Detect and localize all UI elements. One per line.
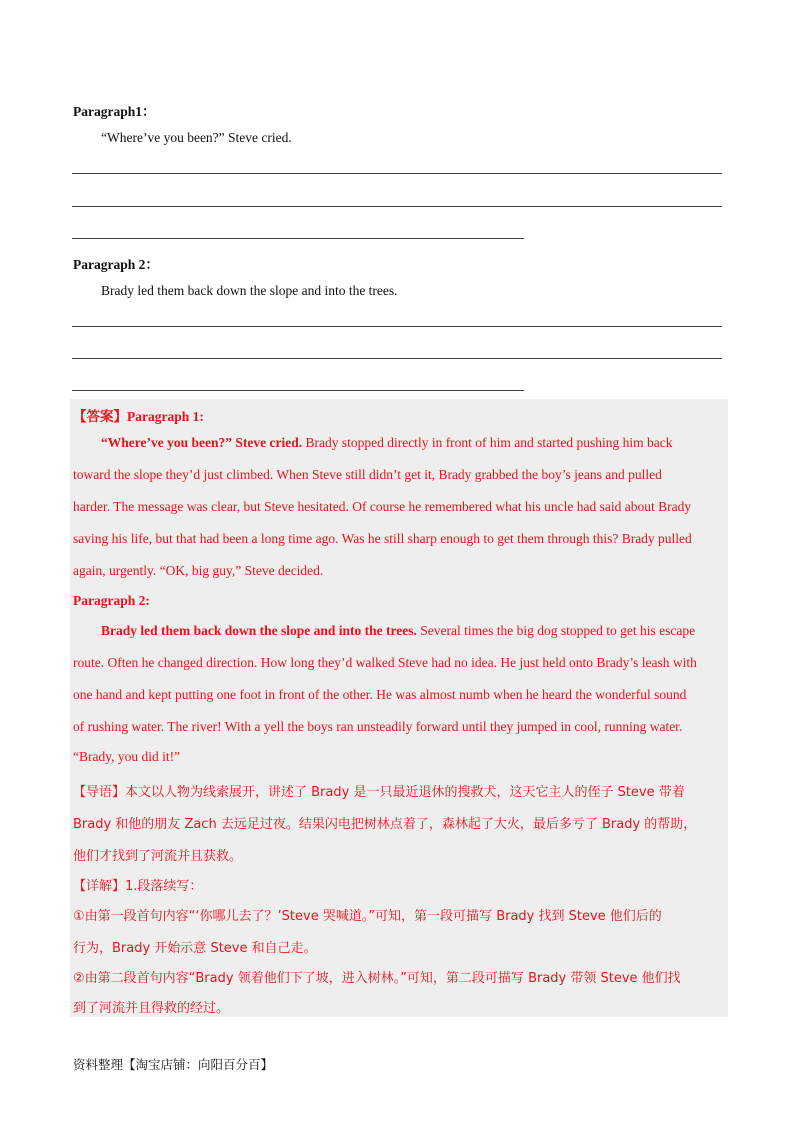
- answer-p1-line: “Where’ve you been?” Steve cried. Brady stopped directly in front of him and started pushing him back: [101, 435, 673, 450]
- answer-p2-opening: Brady led them back down the slope and into the trees.: [101, 623, 417, 638]
- answer-p1-line: toward the slope they’d just climbed. When Steve still didn’t get it, Brady grabbed the boy’s jeans and pulled: [73, 467, 662, 482]
- detail-line: 到了河流并且得救的经过。: [73, 1001, 230, 1016]
- answer-p1-line: harder. The message was clear, but Steve hesitated. Of course he remembered what his uncle had said about Brady: [73, 499, 692, 514]
- writing-line: [72, 206, 722, 207]
- detail-line: 行为，Brady 开始示意 Steve 和自己走。: [73, 941, 317, 956]
- detail-line: ①由第一段首句内容“‘你哪儿去了？’Steve 哭喊道。”可知，第一段可描写 Brady 找到 Steve 他们后的: [73, 909, 662, 924]
- paragraph2-opening-sentence: Brady led them back down the slope and into the trees.: [101, 283, 398, 298]
- answer-p2-line: one hand and kept putting one foot in front of the other. He was almost numb when he heard the wonderful sound: [73, 687, 687, 702]
- answer-label: 【答案】Paragraph 1:: [73, 409, 204, 424]
- guide-line: Brady 和他的朋友 Zach 去远足过夜。结果闪电把树林点着了，森林起了大火，最后多亏了 Brady 的帮助，: [73, 817, 697, 832]
- answer-p1-opening: “Where’ve you been?” Steve cried.: [101, 435, 303, 450]
- detail-line: ②由第二段首句内容“Brady 领着他们下了坡，进入树林。”可知，第二段可描写 Brady 带领 Steve 他们找: [73, 971, 681, 986]
- paragraph1-opening-sentence: “Where’ve you been?” Steve cried.: [101, 130, 292, 145]
- answer-p2-line: route. Often he changed direction. How long they’d walked Steve had no idea. He just held onto Brady’s leash with: [73, 655, 697, 670]
- answer-p1-line: saving his life, but that had been a long time ago. Was he still sharp enough to get them through this? Brady pulled: [73, 531, 692, 546]
- paragraph1-heading: Paragraph1：: [73, 104, 156, 119]
- answer-p2-line: “Brady, you did it!”: [73, 749, 181, 764]
- writing-line: [72, 173, 722, 174]
- writing-line: [72, 326, 722, 327]
- answer-p2-line: Brady led them back down the slope and into the trees. Several times the big dog stopped to get his escape: [101, 623, 696, 638]
- footer-note: 资料整理【淘宝店铺：向阳百分百】: [73, 1057, 274, 1072]
- paragraph2-heading: Paragraph 2：: [73, 257, 159, 272]
- guide-line: 他们才找到了河流并且获救。: [73, 849, 243, 864]
- writing-line: [72, 358, 722, 359]
- answer-p1-line: again, urgently. “OK, big guy,” Steve decided.: [73, 563, 324, 578]
- answer-p2-line: of rushing water. The river! With a yell the boys ran unsteadily forward until they jumped in cool, running water.: [73, 719, 683, 734]
- guide-line: 【导语】本文以人物为线索展开，讲述了 Brady 是一只最近退休的搜救犬，这天它主人的侄子 Steve 带着: [73, 785, 685, 800]
- answer-section: [70, 399, 728, 1017]
- answer-p2-heading: Paragraph 2:: [73, 593, 150, 608]
- writing-line: [72, 238, 524, 239]
- writing-line: [72, 390, 524, 391]
- detail-heading: 【详解】1.段落续写：: [73, 879, 203, 894]
